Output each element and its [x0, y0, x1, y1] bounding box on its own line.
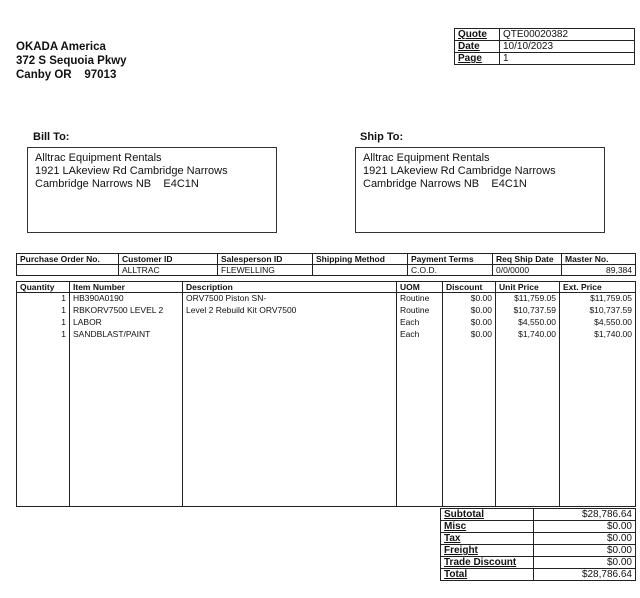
tax-label: Tax — [441, 533, 534, 545]
col-ext-price: Ext. Price — [560, 282, 636, 293]
date-label: Date — [455, 41, 500, 53]
quote-date: 10/10/2023 — [500, 41, 635, 53]
table-filler-row — [17, 341, 636, 507]
item-unit-price: $11,759.05 — [496, 293, 560, 306]
item-number: HB390A0190 — [70, 293, 183, 306]
trade-discount-label: Trade Discount — [441, 557, 534, 569]
col-uom: UOM — [397, 282, 443, 293]
item-ext-price: $10,737.59 — [560, 305, 636, 317]
item-discount: $0.00 — [443, 317, 496, 329]
ship-to-line-2: 1921 LAkeview Rd Cambridge Narrows — [363, 165, 556, 177]
item-uom: Routine — [397, 305, 443, 317]
freight-row — [441, 545, 636, 557]
misc-row — [441, 521, 636, 533]
item-description — [183, 329, 397, 341]
ship-to-line-1: Alltrac Equipment Rentals — [363, 152, 490, 164]
tax-value: $0.00 — [534, 533, 636, 545]
item-discount: $0.00 — [443, 329, 496, 341]
subtotal-label: Subtotal — [441, 509, 534, 521]
quote-row — [455, 29, 635, 41]
misc-label: Misc — [441, 521, 534, 533]
item-ext-price: $4,550.00 — [560, 317, 636, 329]
item-uom: Routine — [397, 293, 443, 306]
line-items-table — [16, 281, 636, 507]
item-unit-price: $10,737.59 — [496, 305, 560, 317]
filler-cell — [560, 341, 636, 507]
bill-to-line-2: 1921 LAkeview Rd Cambridge Narrows — [35, 165, 228, 177]
payment-terms-value: C.O.D. — [408, 265, 493, 276]
purchase-order-value — [17, 265, 119, 276]
subtotal-value: $28,786.64 — [534, 509, 636, 521]
item-discount: $0.00 — [443, 305, 496, 317]
trade-discount-row — [441, 557, 636, 569]
item-unit-price: $1,740.00 — [496, 329, 560, 341]
table-row — [17, 329, 636, 341]
tax-row — [441, 533, 636, 545]
quote-label: Quote — [455, 29, 500, 41]
filler-cell — [496, 341, 560, 507]
page-number: 1 — [500, 53, 635, 65]
bill-to-label: Bill To: — [33, 131, 70, 143]
filler-cell — [397, 341, 443, 507]
item-qty: 1 — [17, 317, 70, 329]
company-street: 372 S Sequoia Pkwy — [16, 55, 127, 67]
col-item-number: Item Number — [70, 282, 183, 293]
item-number: SANDBLAST/PAINT — [70, 329, 183, 341]
table-row — [17, 317, 636, 329]
order-header-values — [17, 265, 636, 276]
item-description: ORV7500 Piston SN- — [183, 293, 397, 306]
item-number: RBKORV7500 LEVEL 2 — [70, 305, 183, 317]
table-row — [17, 305, 636, 317]
col-shipping-method: Shipping Method — [313, 254, 408, 265]
col-req-ship-date: Req Ship Date — [493, 254, 562, 265]
company-address — [16, 40, 127, 82]
filler-cell — [443, 341, 496, 507]
freight-value: $0.00 — [534, 545, 636, 557]
item-qty: 1 — [17, 305, 70, 317]
page-label: Page — [455, 53, 500, 65]
item-qty: 1 — [17, 293, 70, 306]
col-quantity: Quantity — [17, 282, 70, 293]
col-discount: Discount — [443, 282, 496, 293]
item-discount: $0.00 — [443, 293, 496, 306]
misc-value: $0.00 — [534, 521, 636, 533]
col-customer-id: Customer ID — [119, 254, 218, 265]
col-unit-price: Unit Price — [496, 282, 560, 293]
total-label: Total — [441, 569, 534, 581]
filler-cell — [70, 341, 183, 507]
subtotal-row — [441, 509, 636, 521]
req-ship-date-value: 0/0/0000 — [493, 265, 562, 276]
order-header-columns — [17, 254, 636, 265]
totals-table — [440, 508, 636, 581]
quote-info-table — [454, 28, 635, 65]
item-description — [183, 317, 397, 329]
col-description: Description — [183, 282, 397, 293]
item-ext-price: $11,759.05 — [560, 293, 636, 306]
bill-to-line-1: Alltrac Equipment Rentals — [35, 152, 162, 164]
table-row — [17, 293, 636, 306]
page-row — [455, 53, 635, 65]
total-row — [441, 569, 636, 581]
col-salesperson-id: Salesperson ID — [218, 254, 313, 265]
filler-cell — [183, 341, 397, 507]
company-city: Canby OR 97013 — [16, 69, 117, 81]
quote-number: QTE00020382 — [500, 29, 635, 41]
col-payment-terms: Payment Terms — [408, 254, 493, 265]
col-master-no: Master No. — [562, 254, 636, 265]
master-no-value: 89,384 — [562, 265, 636, 276]
bill-to-box — [27, 147, 277, 233]
item-description: Level 2 Rebuild Kit ORV7500 — [183, 305, 397, 317]
bill-to-line-3: Cambridge Narrows NB E4C1N — [35, 178, 199, 190]
order-header-table — [16, 253, 636, 276]
items-header — [17, 282, 636, 293]
customer-id-value: ALLTRAC — [119, 265, 218, 276]
date-row — [455, 41, 635, 53]
item-number: LABOR — [70, 317, 183, 329]
ship-to-label: Ship To: — [360, 131, 404, 143]
item-uom: Each — [397, 329, 443, 341]
trade-discount-value: $0.00 — [534, 557, 636, 569]
item-uom: Each — [397, 317, 443, 329]
ship-to-box — [355, 147, 605, 233]
filler-cell — [17, 341, 70, 507]
total-value: $28,786.64 — [534, 569, 636, 581]
shipping-method-value — [313, 265, 408, 276]
salesperson-id-value: FLEWELLING — [218, 265, 313, 276]
item-qty: 1 — [17, 329, 70, 341]
col-purchase-order: Purchase Order No. — [17, 254, 119, 265]
item-unit-price: $4,550.00 — [496, 317, 560, 329]
item-ext-price: $1,740.00 — [560, 329, 636, 341]
company-name: OKADA America — [16, 41, 106, 53]
freight-label: Freight — [441, 545, 534, 557]
ship-to-line-3: Cambridge Narrows NB E4C1N — [363, 178, 527, 190]
